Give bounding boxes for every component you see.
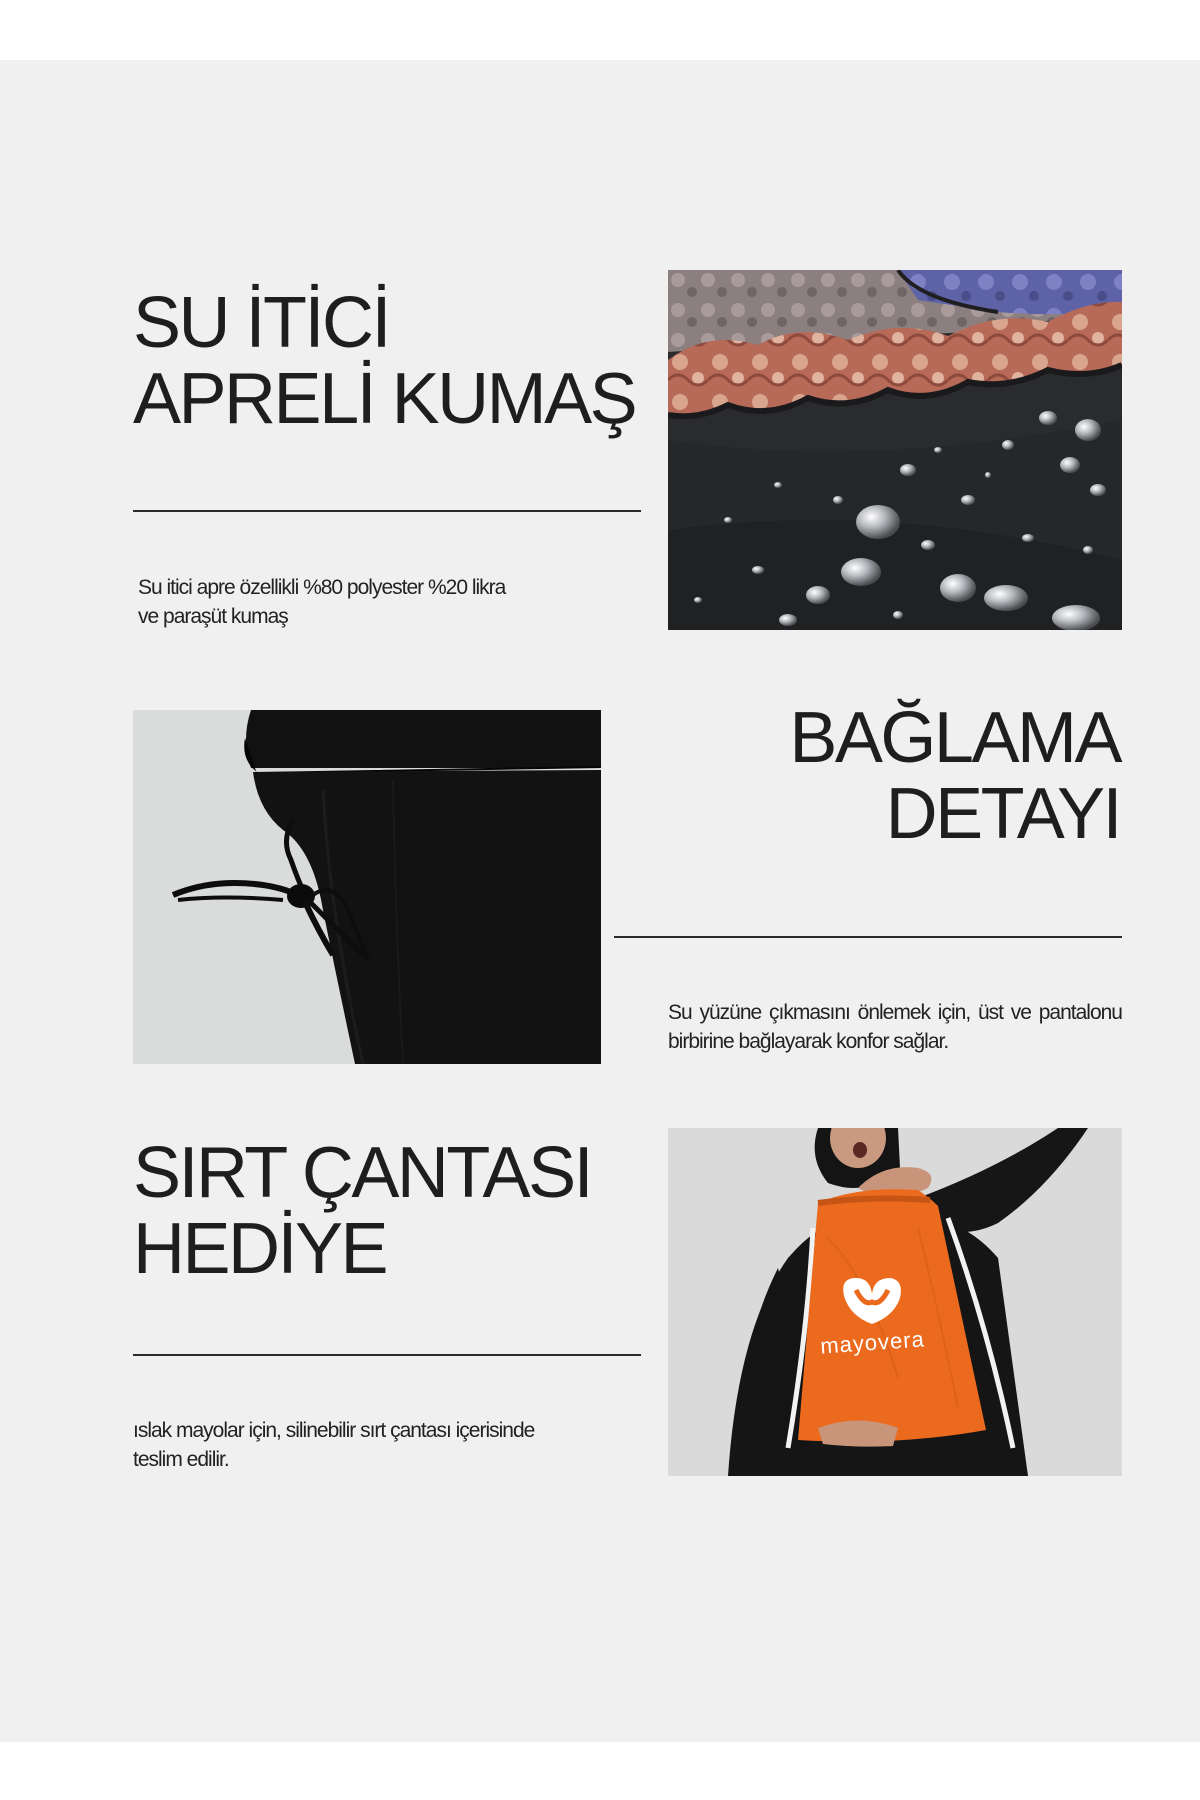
page (0, 60, 1200, 1742)
divider-line (133, 1354, 641, 1356)
fabric-water-drops-photo (668, 270, 1122, 630)
tie-detail-photo (133, 710, 601, 1064)
bag-brand-label: mayovera (819, 1326, 926, 1359)
tie-detail-description: Su yüzüne çıkmasını önlemek için, üst ve pantalonu birbirine bağlayarak konfor sağlar. (668, 1001, 1122, 1053)
fabric-description: Su itici apre özellikli %80 polyester %20 likra ve paraşüt kumaş (138, 576, 506, 628)
heading-water-repellent-fabric: SU İTİCİ APRELİ KUMAŞ (133, 283, 636, 439)
backpack-gift-photo (668, 1128, 1122, 1476)
divider-line (614, 936, 1122, 938)
divider-line (133, 510, 641, 512)
heading-tie-detail: BAĞLAMA DETAYI (789, 698, 1120, 854)
backpack-description: ıslak mayolar için, silinebilir sırt çantası içerisinde teslim edilir. (133, 1419, 535, 1471)
heading-backpack-gift: SIRT ÇANTASI HEDİYE (133, 1133, 592, 1289)
